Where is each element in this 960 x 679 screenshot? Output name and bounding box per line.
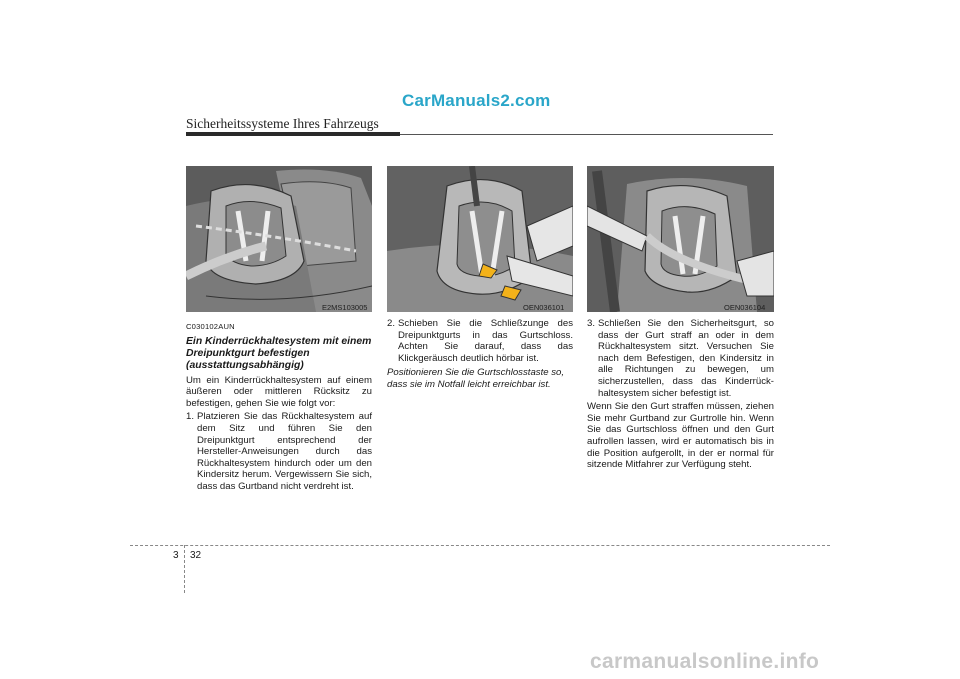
figure-code: OEN036104 [724, 303, 766, 312]
chapter-number: 3 [173, 550, 179, 561]
section-code: C030102AUN [186, 322, 235, 331]
child-seat-in-rear-seat-illustration [186, 166, 372, 312]
figure-tightening-seatbelt [587, 166, 774, 312]
figure-buckling-seatbelt [387, 166, 573, 312]
text-column-2 [387, 318, 573, 391]
step-text: Schieben Sie die Schließzunge des Dreipunktgurts in das Gurtschloss. Achten Sie darauf, dass das Klickgeräusch deutlich hörbar ist. [398, 318, 573, 364]
step-3 [587, 318, 774, 399]
footer-rule [130, 545, 830, 546]
text-column-3 [587, 318, 774, 473]
step-number: 1. [186, 411, 195, 423]
figure-child-seat-rear-seat [186, 166, 372, 312]
watermark-carmanualsonline: carmanualsonline.info [590, 650, 820, 673]
figure-code: E2MS103005 [322, 303, 368, 312]
section-heading: Ein Kinderrückhaltesystem mit einem Dreipunktgurt befestigen (ausstattungsabhängig) [186, 335, 372, 371]
figure-code: OEN036101 [523, 303, 565, 312]
footer-vertical-rule [184, 545, 185, 593]
page-number: 32 [190, 550, 202, 561]
header-rule-thin [400, 134, 773, 135]
watermark-carmanuals2: CarManuals2.com [402, 91, 551, 110]
step-2 [387, 318, 573, 364]
tightening-seatbelt-illustration [587, 166, 774, 312]
header-rule-thick [186, 132, 400, 136]
section-header-title: Sicherheitssysteme Ihres Fahrzeugs [186, 116, 379, 131]
tightening-paragraph: Wenn Sie den Gurt straffen müssen, ziehen Sie mehr Gurtband zur Gurtrolle hin. Wenn Sie das Gurtschloss öffnen und den Gurt aufrollen lassen, wird er automatisch bis in die Position aufgerollt, in der er normal für sitzende Mitfahrer zur Verfügung steht. [587, 401, 774, 471]
step-text: Schließen Sie den Sicherheitsgurt, so dass der Gurt straff an oder in dem Rückhaltesystem sitzt. Versuchen Sie nach dem Befestigen, den Kindersitz in alle Richtungen zu bewegen, um sicherzustellen, dass das Kinderrück-haltesystem sicher befestigt ist. [598, 318, 774, 399]
intro-paragraph: Um ein Kinderrückhaltesystem auf einem äußeren oder mittleren Rücksitz zu befestigen, gehen Sie wie folgt vor: [186, 374, 372, 409]
buckling-seatbelt-illustration [387, 166, 573, 312]
step-number: 2. [387, 318, 396, 329]
note-text: Positionieren Sie die Gurtschlosstaste so, dass sie im Notfall leicht erreichbar ist. [387, 367, 565, 390]
text-column-1 [186, 321, 372, 495]
step-1 [186, 411, 372, 492]
step-text: Platzieren Sie das Rückhaltesystem auf dem Sitz und führen Sie den Dreipunktgurt entsprechend der Hersteller-Anweisungen durch das Rückhaltesystem hindurch oder um den Kindersitz herum. Vergewissern Sie sich, dass das Gurtband nicht verdreht ist. [197, 411, 372, 492]
step-number: 3. [587, 318, 596, 329]
